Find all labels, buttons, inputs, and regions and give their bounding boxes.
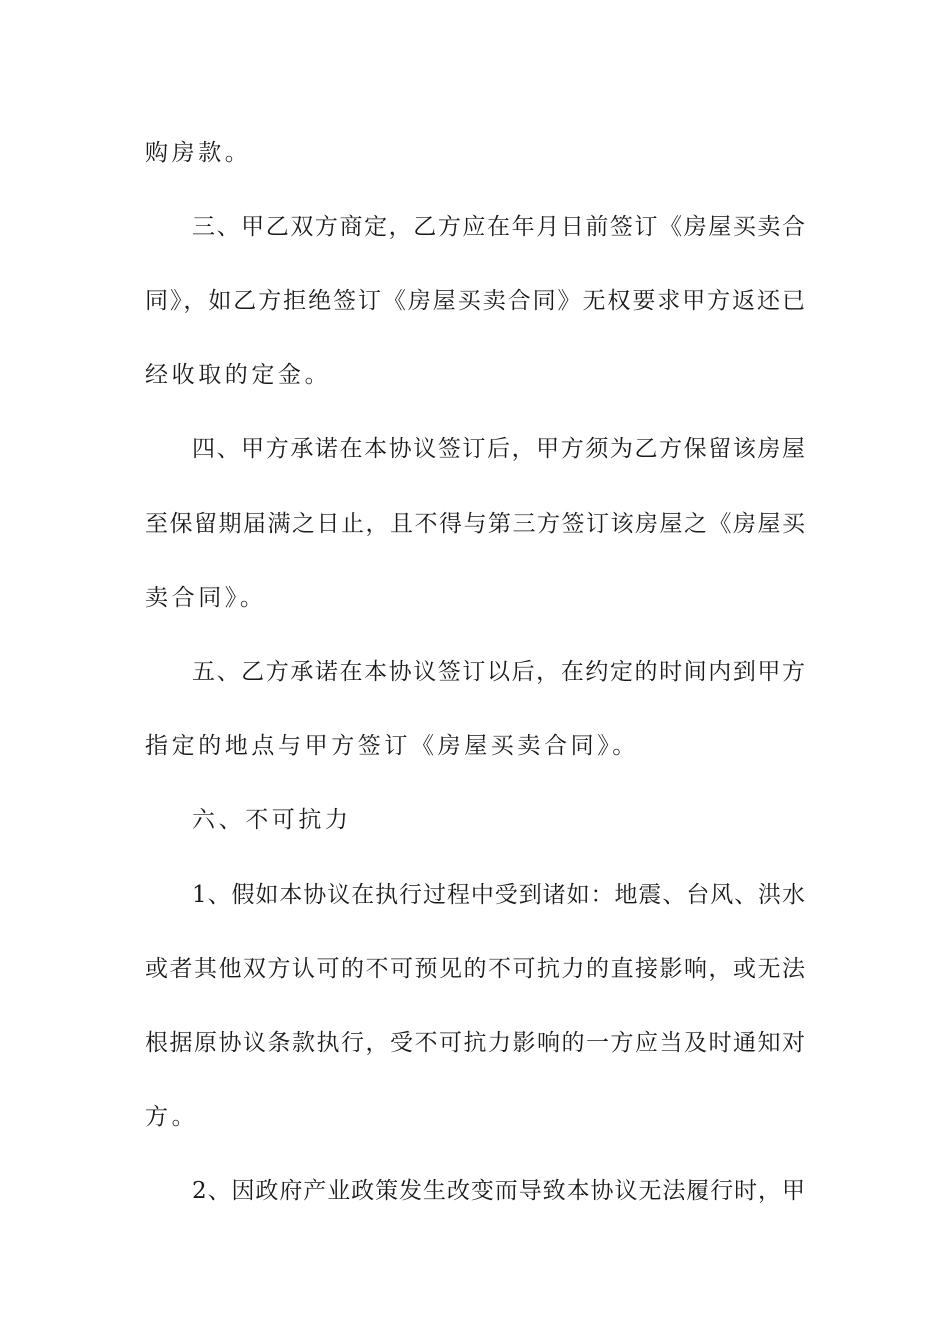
text-line-11: 1、假如本协议在执行过程中受到诸如：地震、台风、洪水 [192,882,805,908]
text-line-10: 六、不可抗力 [192,807,352,833]
text-line-13: 根据原协议条款执行，受不可抗力影响的一方应当及时通知对 [145,1030,805,1056]
text-line-3: 同》，如乙方拒绝签订《房屋买卖合同》无权要求甲方返还已 [145,288,805,314]
text-line-8: 五、乙方承诺在本协议签订以后，在约定的时间内到甲方 [192,659,805,685]
text-line-1: 购房款。 [145,140,252,166]
text-line-4: 经收取的定金。 [145,362,332,388]
text-line-14: 方。 [145,1104,199,1130]
text-line-6: 至保留期届满之日止，且不得与第三方签订该房屋之《房屋买 [145,511,805,537]
text-line-5: 四、甲方承诺在本协议签订后，甲方须为乙方保留该房屋 [192,436,805,462]
text-line-2: 三、甲乙双方商定，乙方应在年月日前签订《房屋买卖合 [192,214,805,240]
text-line-7: 卖合同》。 [145,585,267,611]
text-line-12: 或者其他双方认可的不可预见的不可抗力的直接影响，或无法 [145,956,805,982]
text-line-15: 2、因政府产业政策发生改变而导致本协议无法履行时，甲 [192,1178,805,1204]
text-line-9: 指定的地点与甲方签订《房屋买卖合同》。 [145,733,639,759]
